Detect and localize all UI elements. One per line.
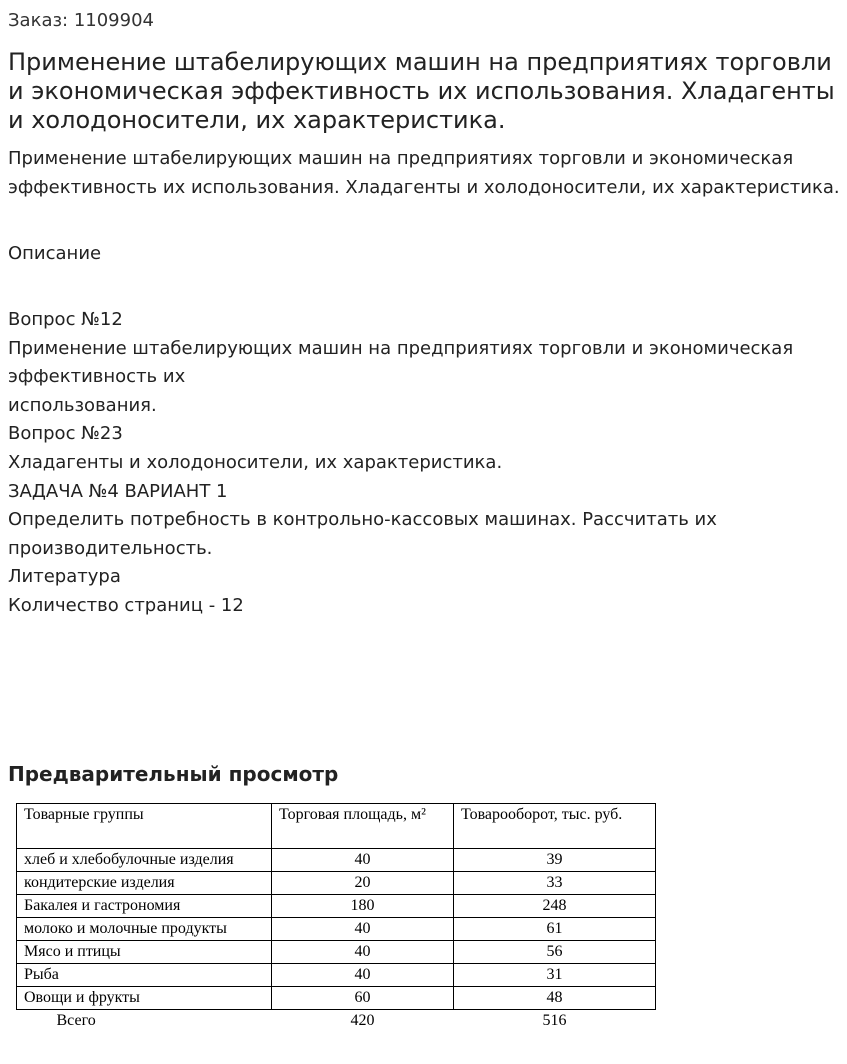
table-cell: Мясо и птицы (17, 941, 272, 964)
body-line: Хладагенты и холодоносители, их характеристика. (8, 451, 503, 473)
description-heading: Описание (8, 243, 102, 264)
table-row (17, 964, 656, 987)
table-cell: 60 (272, 987, 454, 1010)
total-label: Всего (56, 1012, 96, 1029)
table-row (17, 895, 656, 918)
table-cell: Бакалея и гастрономия (17, 895, 272, 918)
table-cell: Овощи и фрукты (17, 987, 272, 1010)
total-turnover: 516 (542, 1012, 567, 1029)
table-cell: кондитерские изделия (17, 872, 272, 895)
table-cell: молоко и молочные продукты (17, 918, 272, 941)
body-line: эффективность их (8, 366, 186, 388)
table-header-cell: Торговая площадь, м² (272, 804, 454, 849)
table-header-row (17, 804, 656, 849)
body-line: Литература (8, 566, 121, 588)
table-cell: Рыба (17, 964, 272, 987)
table-cell: хлеб и хлебобулочные изделия (17, 849, 272, 872)
body-line: Определить потребность в контрольно-кассовых машинах. Рассчитать их (8, 509, 717, 531)
table-cell: 40 (272, 918, 454, 941)
table-cell: 40 (272, 941, 454, 964)
table-cell: 61 (454, 918, 656, 941)
body-line: использования. (8, 394, 157, 416)
table-cell: 33 (454, 872, 656, 895)
table-row (17, 849, 656, 872)
table-cell: 20 (272, 872, 454, 895)
table-row (17, 987, 656, 1010)
table-header-cell: Товарооборот, тыс. руб. (454, 804, 656, 849)
page-subtitle: Применение штабелирующих машин на предприятиях торговли и экономическая эффективность их использования. Хладагенты и холодоносители, их характеристика. (8, 148, 840, 198)
table-cell: 31 (454, 964, 656, 987)
preview-table (16, 803, 656, 1032)
table-cell: 180 (272, 895, 454, 918)
table-header-cell: Товарные группы (17, 804, 272, 849)
table-cell: 48 (454, 987, 656, 1010)
table-total-row (17, 1010, 656, 1033)
body-line: Применение штабелирующих машин на предприятиях торговли и экономическая (8, 337, 794, 359)
table-cell: 40 (272, 964, 454, 987)
table-row (17, 918, 656, 941)
table-cell: 40 (272, 849, 454, 872)
table-row (17, 872, 656, 895)
body-line: Вопрос №23 (8, 423, 123, 445)
body-line: Вопрос №12 (8, 309, 123, 330)
total-area: 420 (350, 1012, 375, 1029)
body-line: ЗАДАЧА №4 ВАРИАНТ 1 (8, 480, 228, 502)
table-cell: 56 (454, 941, 656, 964)
table-cell: 39 (454, 849, 656, 872)
description-body (8, 306, 844, 621)
page-title: Применение штабелирующих машин на предприятиях торговли и экономическая эффективность их использования. Хладагенты и холодоносители, их характеристика. (8, 48, 835, 134)
table-cell: 248 (454, 895, 656, 918)
table-row (17, 941, 656, 964)
body-line: производительность. (8, 537, 213, 559)
body-line: Количество страниц - 12 (8, 594, 244, 616)
preview-heading: Предварительный просмотр (8, 762, 339, 786)
order-number: Заказ: 1109904 (8, 10, 154, 31)
